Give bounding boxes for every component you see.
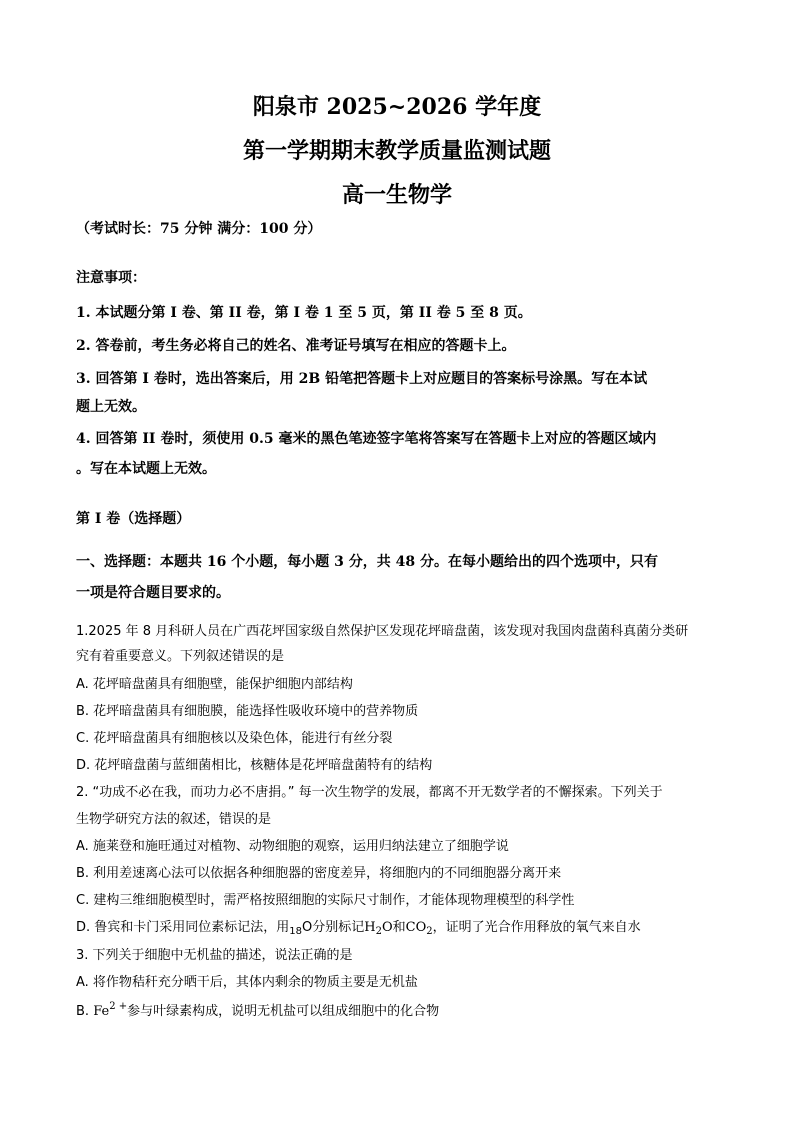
co2-formula-subscript: 2 [426,926,433,937]
question-1-stem-line2: 究有着重要意义。下列叙述错误的是 [76,649,285,664]
exam-duration-score: （考试时长：75 分钟 满分：100 分） [76,221,322,237]
water-formula-subscript: 2 [375,926,382,937]
question-1-option-c: C. 花坪暗盘菌具有细胞核以及染色体，能进行有丝分裂 [76,731,393,746]
notice-item-4-line1: 4. 回答第 II 卷时，须使用 0.5 毫米的黑色笔迹签字笔将答案写在答题卡上对应的答题区域内 [76,431,657,447]
section1-instruction-line2: 一项是符合题目要求的。 [76,585,230,601]
question-1-option-a: A. 花坪暗盘菌具有细胞壁，能保护细胞内部结构 [76,677,353,692]
option-d-middle: 分别标记 [312,920,365,935]
notice-heading: 注意事项： [76,270,146,286]
iron-ion-symbol: Fe [93,1004,110,1019]
section1-instruction-line1: 一、选择题：本题共 16 个小题，每小题 3 分，共 48 分。在每小题给出的四个选项中，只有 [76,554,658,570]
question-1-stem-line1: 1.2025 年 8 月科研人员在广西花坪国家级自然保护区发现花坪暗盘菌，该发现对我国肉盘菌科真菌分类研 [76,624,689,639]
iron-ion-charge: 2 + [109,1001,128,1012]
co2-formula-co: CO [405,920,427,935]
part1-title: 第 I 卷（选择题） [76,511,191,527]
option-d-prefix: D. 鲁宾和卡门采用同位素标记法，用 [76,920,290,935]
water-formula-h: H [364,920,376,935]
option-b-prefix: B. [76,1004,94,1019]
question-2-stem-line1: 2. “功成不必在我，而功力必不唐捐。” 每一次生物学的发展，都离不开无数学者的不懈探索。下列关于 [76,785,663,800]
exam-title-line1: 阳泉市 2025~2026 学年度 [252,94,542,120]
isotope-element: O [302,920,313,935]
option-d-suffix: ，证明了光合作用释放的氧气来自水 [432,920,641,935]
question-1-option-b: B. 花坪暗盘菌具有细胞膜，能选择性吸收环境中的营养物质 [76,704,419,719]
question-2-stem-line2: 生物学研究方法的叙述，错误的是 [76,812,272,827]
notice-item-1: 1. 本试题分第 I 卷、第 II 卷，第 I 卷 1 至 5 页，第 II 卷 5 至 8 页。 [76,305,532,321]
question-2-option-b: B. 利用差速离心法可以依据各种细胞器的密度差异，将细胞内的不同细胞器分离开来 [76,866,562,881]
question-3-option-b [76,1003,724,1021]
question-3-stem: 3. 下列关于细胞中无机盐的描述，说法正确的是 [76,948,353,963]
notice-item-3-line1: 3. 回答第 I 卷时，选出答案后，用 2B 铅笔把答题卡上对应题目的答案标号涂黑。写在本试 [76,371,648,387]
question-2-option-a: A. 施莱登和施旺通过对植物、动物细胞的观察，运用归纳法建立了细胞学说 [76,839,509,854]
question-3-option-a: A. 将作物秸秆充分晒干后，其体内剩余的物质主要是无机盐 [76,975,418,990]
isotope-mass-number: 18 [289,926,303,937]
water-formula-o: O [381,920,393,935]
notice-item-3-line2: 题上无效。 [76,399,146,415]
question-1-option-d: D. 花坪暗盘菌与蓝细菌相比，核糖体是花坪暗盘菌特有的结构 [76,758,433,773]
question-2-option-d [76,919,724,937]
question-2-option-c: C. 建构三维细胞模型时，需严格按照细胞的实际尺寸制作，才能体现物理模型的科学性 [76,893,575,908]
notice-item-2: 2. 答卷前，考生务必将自己的姓名、准考证号填写在相应的答题卡上。 [76,338,516,354]
option-b-suffix: 参与叶绿素构成，说明无机盐可以组成细胞中的化合物 [127,1004,440,1019]
notice-item-4-line2: 。写在本试题上无效。 [76,461,216,477]
exam-subject-title: 高一生物学 [341,182,452,208]
exam-title-line2: 第一学期期末教学质量监测试题 [242,138,551,164]
option-d-and: 和 [392,920,406,935]
